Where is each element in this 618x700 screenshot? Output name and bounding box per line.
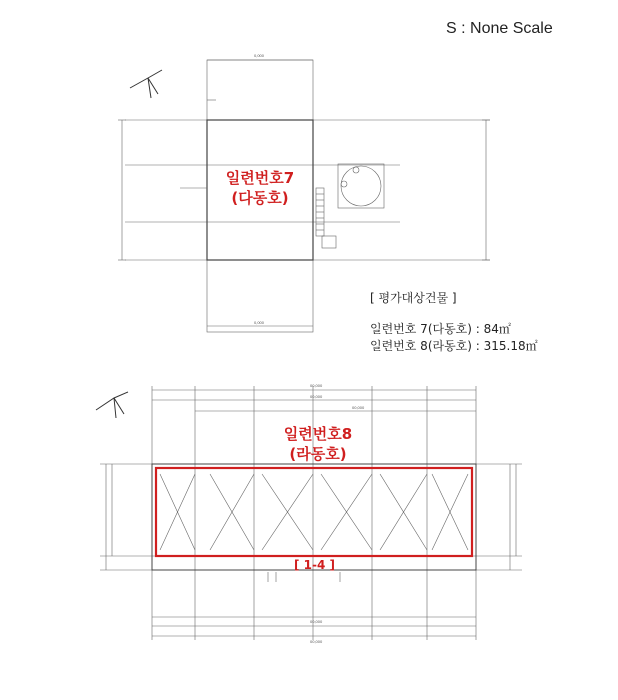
evaluation-info: [370, 290, 538, 355]
svg-text:00,000: 00,000: [310, 619, 323, 624]
building-7-title: 일련번호7: [225, 169, 295, 187]
building-8-subtitle: (라동호): [289, 445, 347, 463]
photo-ref-label: [ 1-4 ]: [294, 558, 336, 572]
building-8-title: 일련번호8: [283, 425, 353, 443]
svg-text:00,000: 00,000: [352, 405, 365, 410]
info-line-building-7: 일련번호 7(다동호) : 84㎡: [370, 322, 511, 336]
north-arrow-icon: [96, 70, 162, 418]
svg-text:00,000: 00,000: [310, 383, 323, 388]
svg-text:00,000: 00,000: [310, 639, 323, 644]
building-8-label: [270, 424, 366, 464]
svg-text:00,000: 00,000: [310, 394, 323, 399]
svg-text:0,000: 0,000: [254, 320, 265, 325]
building-7-subtitle: (다동호): [231, 189, 289, 207]
info-heading: [ 평가대상건물 ]: [370, 291, 457, 305]
building-7-label: [220, 168, 300, 208]
highlight-building-8: [156, 468, 472, 556]
info-line-building-8: 일련번호 8(라동호) : 315.18㎡: [370, 339, 538, 353]
scale-note: S : None Scale: [446, 20, 553, 37]
svg-text:0,000: 0,000: [254, 53, 265, 58]
